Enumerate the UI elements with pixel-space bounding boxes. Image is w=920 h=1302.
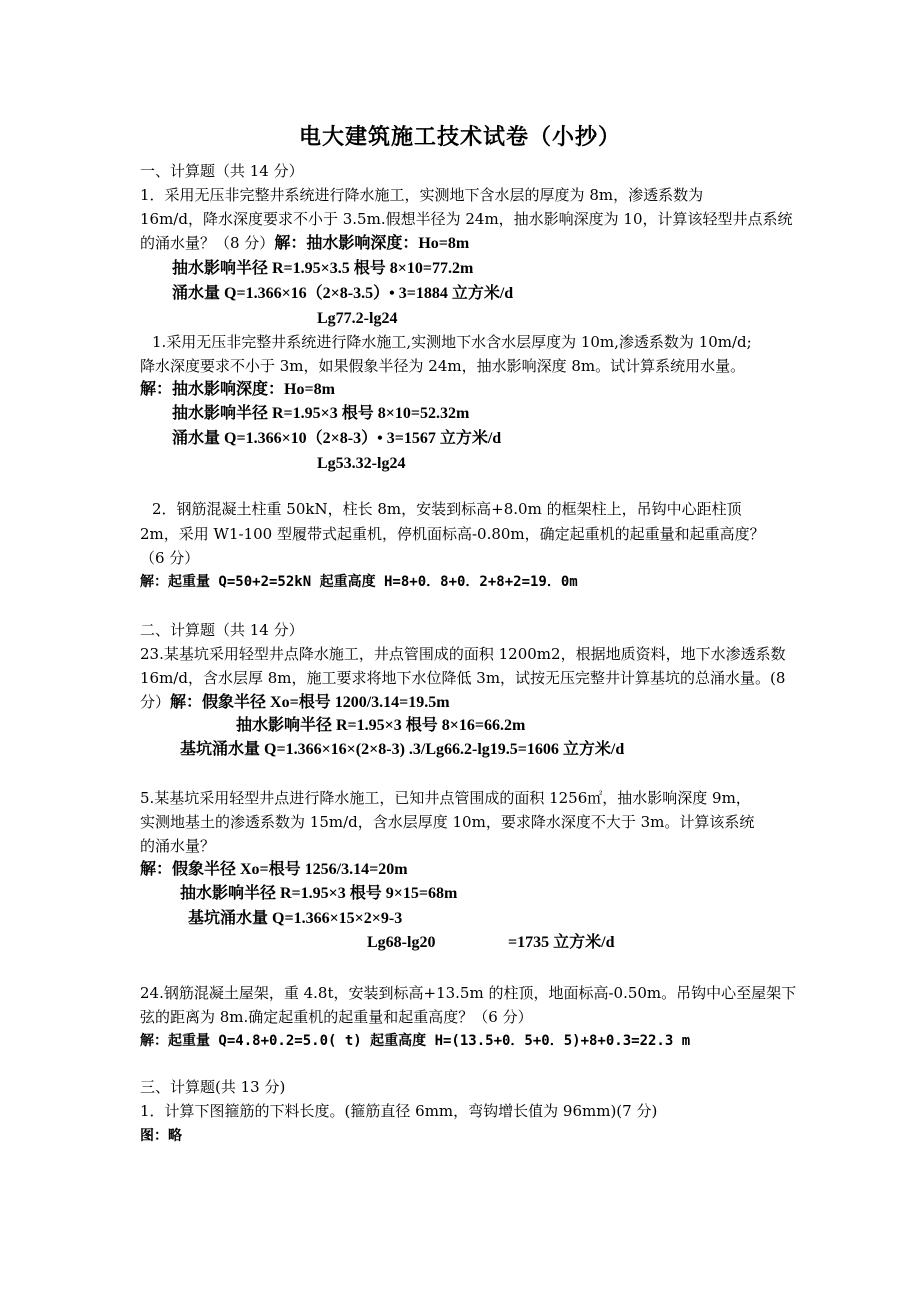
s1-q1-line-1: 1．采用无压非完整井系统进行降水施工，实测地下含水层的厚度为 8m，渗透系数为 xyxy=(140,186,704,204)
s2-q2-line-3: 的涌水量？ xyxy=(140,837,216,855)
s1-q2-answer-1: 抽水影响半径 R=1.95×3 根号 8×10=52.32m xyxy=(172,405,470,422)
s1-q3-line-3: （6 分） xyxy=(140,549,200,567)
s3-q1-answer: 图：略 xyxy=(140,1128,182,1144)
s1-q1-line-2: 16m/d，降水深度要求不小于 3.5m.假想半径为 24m，抽水影响深度为 10，计算该轻型井点系统 xyxy=(140,210,793,228)
s2-q1-answer-start: 解：假象半径 Xo=根号 1200/3.14=19.5m xyxy=(170,694,450,711)
s1-q2-answer-3: Lg53.32-lg24 xyxy=(317,455,406,472)
section-1-heading: 一、计算题（共 14 分） xyxy=(140,162,304,180)
s2-q2-line-2: 实测地基土的渗透系数为 15m/d，含水层厚度 10m，要求降水深度不大于 3m。计算该系统 xyxy=(140,813,755,831)
s2-q1-line-2: 16m/d，含水层厚 8m，施工要求将地下水位降低 3m，试按无压完整井计算基坑的总涌水量。(8 xyxy=(140,669,786,687)
s2-q2-answer-1: 抽水影响半径 R=1.95×3 根号 9×15=68m xyxy=(180,885,458,902)
s1-q1-line-3-text: 的涌水量？（8 分） xyxy=(140,234,275,252)
s2-q2-answer-0: 解：假象半径 Xo=根号 1256/3.14=20m xyxy=(140,861,408,878)
s2-q1-line-3-text: 分） xyxy=(140,693,171,711)
s1-q1-answer-1: 抽水影响半径 R=1.95×3.5 根号 8×10=77.2m xyxy=(172,260,474,277)
document-title: 电大建筑施工技术试卷（小抄） xyxy=(298,124,621,150)
section-2-heading: 二、计算题（共 14 分） xyxy=(140,621,304,639)
s2-q2-answer-3: Lg68-lg20 xyxy=(367,934,436,951)
s2-q3-line-2: 弦的距离为 8m.确定起重机的起重量和起重高度？（6 分） xyxy=(140,1008,533,1026)
s2-q2-line-1: 5.某基坑采用轻型井点进行降水施工，已知井点管围成的面积 1256㎡，抽水影响深度 9m， xyxy=(140,789,751,807)
s2-q1-answer-1: 抽水影响半径 R=1.95×3 根号 8×16=66.2m xyxy=(236,717,526,734)
s2-q3-line-1: 24.钢筋混凝土屋架，重 4.8t，安装到标高+13.5m 的柱顶，地面标高-0.50m。吊钩中心至屋架下 xyxy=(140,984,797,1002)
s2-q1-answer-2: 基坑涌水量 Q=1.366×16×(2×8-3) .3/Lg66.2-lg19.5=1606 立方米/d xyxy=(180,741,625,758)
section-3-heading: 三、计算题(共 13 分) xyxy=(140,1078,286,1096)
s1-q2-line-1: 1.采用无压非完整井系统进行降水施工,实测地下水含水层厚度为 10m,渗透系数为 10m/d; xyxy=(152,333,752,351)
s1-q3-line-1: 2．钢筋混凝土柱重 50kN，柱长 8m，安装到标高+8.0m 的框架柱上，吊钩中心距柱顶 xyxy=(152,500,742,518)
s2-q1-line-1: 23.某基坑采用轻型井点降水施工，井点管围成的面积 1200m2，根据地质资料，地下水渗透系数 xyxy=(140,645,786,663)
s1-q1-answer-2: 涌水量 Q=1.366×16（2×8-3.5）• 3=1884 立方米/d xyxy=(172,285,514,302)
s1-q1-line-3 xyxy=(140,233,469,254)
s1-q3-line-2: 2m，采用 W1-100 型履带式起重机，停机面标高-0.80m，确定起重机的起重量和起重高度？ xyxy=(140,525,765,543)
s1-q3-answer: 解：起重量 Q=50+2=52kN 起重高度 H=8+0．8+0．2+8+2=19．0m xyxy=(140,574,578,590)
s2-q2-answer-4: =1735 立方米/d xyxy=(508,934,615,951)
s1-q2-line-2: 降水深度要求不小于 3m，如果假象半径为 24m，抽水影响深度 8m。试计算系统用水量。 xyxy=(140,357,746,375)
s1-q1-answer-3: Lg77.2-lg24 xyxy=(317,310,398,327)
s1-q2-answer-2: 涌水量 Q=1.366×10（2×8-3）• 3=1567 立方米/d xyxy=(172,430,502,447)
s3-q1-line-1: 1．计算下图箍筋的下料长度。(箍筋直径 6mm，弯钩增长值为 96mm)(7 分) xyxy=(140,1102,658,1120)
s1-q2-answer-0: 解：抽水影响深度：Ho=8m xyxy=(140,381,335,398)
s1-q1-answer-start: 解：抽水影响深度：Ho=8m xyxy=(274,235,470,252)
s2-q1-line-3 xyxy=(140,692,450,713)
s2-q3-answer: 解：起重量 Q=4.8+0.2=5.0( t) 起重高度 H=(13.5+0．5+0．5)+8+0.3=22.3 m xyxy=(140,1033,691,1049)
s2-q2-answer-2: 基坑涌水量 Q=1.366×15×2×9-3 xyxy=(188,910,403,927)
